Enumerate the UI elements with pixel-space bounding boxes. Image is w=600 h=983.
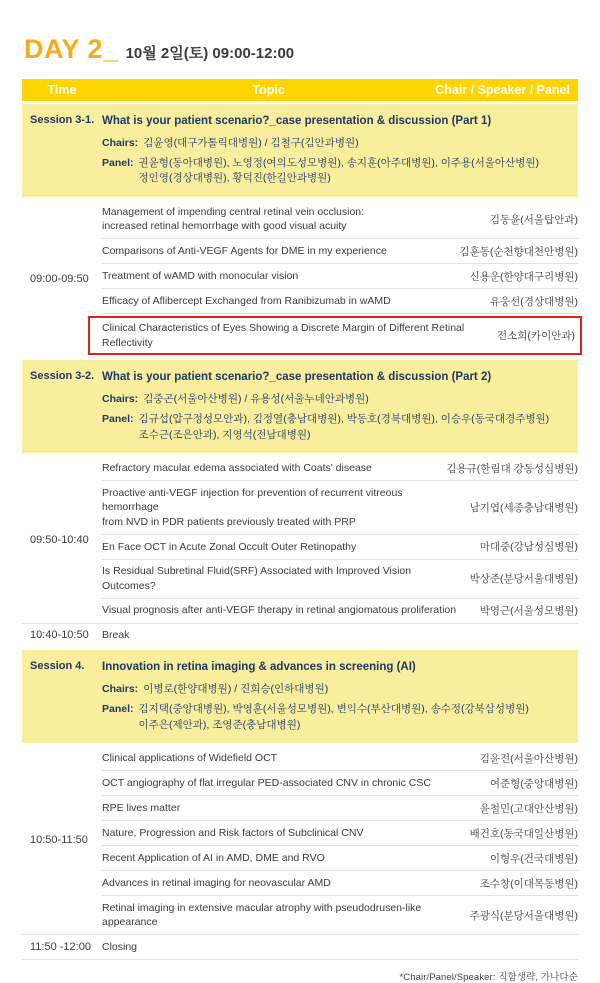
topic xyxy=(102,628,578,642)
time-group xyxy=(22,934,578,959)
column-header-topic: Topic xyxy=(252,83,285,97)
schedule-row xyxy=(102,481,578,534)
schedule-row xyxy=(102,599,578,623)
topic-line: OCT angiography of flat irregular PED-associated CNV in chronic CSC xyxy=(102,777,431,790)
schedule-row xyxy=(102,624,578,647)
topic-line: Visual prognosis after anti-VEGF therapy in retinal angiomatous proliferation xyxy=(102,604,457,617)
session-body xyxy=(102,114,570,187)
schedule-row xyxy=(102,821,578,846)
column-header-chair: Chair / Speaker / Panel xyxy=(435,83,570,97)
session-block xyxy=(22,104,578,197)
topic-line: Advances in retinal imaging for neovascular AMD xyxy=(102,877,331,890)
chairs-row xyxy=(102,392,570,408)
topic-line: Refractory macular edema associated with Coats' disease xyxy=(102,462,372,475)
speaker: 전소희(카이안과) xyxy=(497,330,575,343)
topic xyxy=(102,776,478,790)
session-title: What is your patient scenario?_case presentation & discussion (Part 1) xyxy=(102,115,492,127)
speaker: 이형우(건국대병원) xyxy=(489,852,578,865)
topic xyxy=(102,244,447,258)
panel-row xyxy=(102,412,570,444)
chairs-label: Chairs: xyxy=(102,683,139,696)
speaker: 김윤전(서울아산병원) xyxy=(479,752,578,765)
chairs-value: 김윤영(대구가톨릭대병원) / 김철구(김안과병원) xyxy=(143,136,359,149)
time-cell: 10:40-10:50 xyxy=(30,629,89,642)
chairs-label: Chairs: xyxy=(102,393,139,406)
time-cell: 09:50-10:40 xyxy=(30,533,89,546)
page-subtitle: 10월 2일(토) 09:00-12:00 xyxy=(125,45,295,62)
schedule-body xyxy=(22,104,578,960)
topic xyxy=(102,486,458,529)
highlighted-row xyxy=(88,316,582,355)
schedule-row xyxy=(102,771,578,796)
topic xyxy=(102,901,458,930)
speaker: 주광식(분당서울대병원) xyxy=(469,909,578,922)
topic-line: Nature, Progression and Risk factors of Subclinical CNV xyxy=(102,827,364,840)
topic xyxy=(102,321,485,350)
schedule-row xyxy=(102,896,578,934)
schedule-row xyxy=(102,796,578,821)
speaker: 김훈동(순천향대천안병원) xyxy=(459,245,578,258)
chairs-label: Chairs: xyxy=(102,136,139,149)
time-cell: 10:50-11:50 xyxy=(30,834,88,847)
panel-line: 조수근(조은안과), 지영석(전남대병원) xyxy=(138,428,311,441)
topic xyxy=(102,540,468,554)
panel-line: 김규섭(압구정성모안과), 김정열(충남대병원), 박동호(경북대병원), 이승우(동국대경주병원) xyxy=(138,412,550,425)
session-title: What is your patient scenario?_case presentation & discussion (Part 2) xyxy=(102,371,492,384)
panel-label: Panel: xyxy=(102,702,134,715)
topic xyxy=(102,461,434,475)
time-group xyxy=(22,746,578,934)
panel-line: 정인영(경상대병원), 황덕진(한길안과병원) xyxy=(138,172,331,185)
time-cell: 11:50 -12:00 xyxy=(30,941,91,954)
topic-line: Management of impending central retinal vein occlusion: xyxy=(102,205,365,218)
topic-line: RPE lives matter xyxy=(102,802,181,815)
topic-line: Clinical Characteristics of Eyes Showing a Discrete Margin of Different Retinal Reflectivity xyxy=(102,322,465,349)
schedule-row xyxy=(102,289,578,314)
topic-line: Proactive anti-VEGF injection for prevention of recurrent vitreous hemorrhage xyxy=(102,486,403,514)
chairs-value: 이병로(한양대병원) / 진희승(인하대병원) xyxy=(143,683,329,696)
rows-area xyxy=(102,624,578,647)
page-title-bar xyxy=(24,34,578,65)
session-block xyxy=(22,650,578,743)
schedule-row xyxy=(102,935,578,958)
topic xyxy=(102,603,468,617)
session-body xyxy=(102,370,570,443)
column-header-time: Time xyxy=(47,83,77,97)
time-group xyxy=(22,456,578,622)
panel-value xyxy=(139,412,550,444)
panel-label: Panel: xyxy=(102,156,134,169)
topic-line: from NVD in PDR patients previously treated with PRP xyxy=(102,515,356,528)
panel-label: Panel: xyxy=(102,412,134,425)
speaker: 김용규(한림대 강동성심병원) xyxy=(446,462,578,475)
speaker: 김동윤(서울탑안과) xyxy=(489,213,578,226)
page-title: DAY 2_ xyxy=(24,34,119,64)
schedule-row xyxy=(102,456,578,481)
speaker: 박영근(서울성모병원) xyxy=(479,605,578,618)
rows-area xyxy=(102,935,578,958)
speaker: 조수창(이대목동병원) xyxy=(479,877,578,890)
schedule-row xyxy=(102,535,578,560)
topic xyxy=(102,205,478,234)
panel-line: 권윤형(동아대병원), 노영정(여의도성모병원), 송지훈(아주대병원), 이주용(서울아산병원) xyxy=(138,156,539,169)
rows-area xyxy=(102,200,578,357)
time-group xyxy=(22,200,578,357)
schedule-row xyxy=(102,200,578,239)
topic xyxy=(102,940,578,954)
topic xyxy=(102,801,468,815)
speaker: 윤철민(고대안산병원) xyxy=(479,802,578,815)
speaker: 여준형(중앙대병원) xyxy=(489,777,578,790)
title-separator: _ xyxy=(103,34,119,64)
topic-line: Break xyxy=(102,629,130,642)
session-title: Innovation in retina imaging & advances in screening (AI) xyxy=(102,661,416,674)
topic-line: Retinal imaging in extensive macular atrophy with pseudodrusen-like appearance xyxy=(102,901,422,929)
schedule-row xyxy=(102,746,578,771)
schedule-row xyxy=(102,264,578,289)
speaker: 박상준(분당서울대병원) xyxy=(469,573,578,586)
topic-line: Comparisons of Anti-VEGF Agents for DME in my experience xyxy=(102,244,387,257)
chairs-row xyxy=(102,682,570,698)
panel-row xyxy=(102,156,570,188)
session-label: Session 3-1. xyxy=(30,114,95,126)
speaker: 남기엽(세종충남대병원) xyxy=(469,502,578,515)
topic-line: Is Residual Subretinal Fluid(SRF) Associated with Improved Vision Outcomes? xyxy=(102,565,412,592)
chairs-row xyxy=(102,136,570,152)
topic-line: Closing xyxy=(102,940,138,953)
schedule-row xyxy=(102,239,578,264)
table-header xyxy=(22,79,578,101)
footer-note: *Chair/Panel/Speaker: 직함생략, 가나다순 xyxy=(399,971,578,983)
topic xyxy=(102,826,458,840)
topic xyxy=(102,294,478,308)
chairs-value: 김중곤(서울아산병원) / 유용성(서울누네안과병원) xyxy=(143,393,369,406)
topic xyxy=(102,876,468,890)
panel-value xyxy=(139,156,539,188)
session-block xyxy=(22,360,578,453)
speaker: 배건호(동국대일산병원) xyxy=(469,827,578,840)
topic-line: En Face OCT in Acute Zonal Occult Outer Retinopathy xyxy=(102,540,357,553)
speaker: 유웅선(경상대병원) xyxy=(489,295,578,308)
panel-line: 이주은(제안과), 조영준(충남대병원) xyxy=(138,718,301,731)
panel-row xyxy=(102,702,570,734)
topic xyxy=(102,851,478,865)
panel-value xyxy=(139,702,529,734)
time-cell: 09:00-09:50 xyxy=(30,272,89,285)
topic-line: Efficacy of Aflibercept Exchanged from Ranibizumab in wAMD xyxy=(102,294,391,307)
speaker: 신용운(한양대구리병원) xyxy=(469,270,578,283)
rows-area xyxy=(102,746,578,934)
schedule-row xyxy=(102,560,578,599)
session-label: Session 3-2. xyxy=(30,370,95,383)
schedule-row xyxy=(102,846,578,871)
session-body xyxy=(102,660,570,733)
topic-line: Treatment of wAMD with monocular vision xyxy=(102,269,299,282)
topic xyxy=(102,564,458,593)
topic-line: Recent Application of AI in AMD, DME and RVO xyxy=(102,852,325,865)
rows-area xyxy=(102,456,578,622)
panel-line: 김지택(중앙대병원), 박영훈(서울성모병원), 변익수(부산대병원), 송수정(강북삼성병원) xyxy=(138,702,529,715)
topic xyxy=(102,269,458,283)
topic-line: Clinical applications of Widefield OCT xyxy=(102,752,278,765)
session-label: Session 4. xyxy=(30,660,85,673)
topic xyxy=(102,751,468,765)
speaker: 마대중(강남성심병원) xyxy=(479,541,578,554)
time-group xyxy=(22,623,578,647)
topic-line: increased retinal hemorrhage with good visual acuity xyxy=(102,220,347,233)
schedule-row xyxy=(102,871,578,896)
